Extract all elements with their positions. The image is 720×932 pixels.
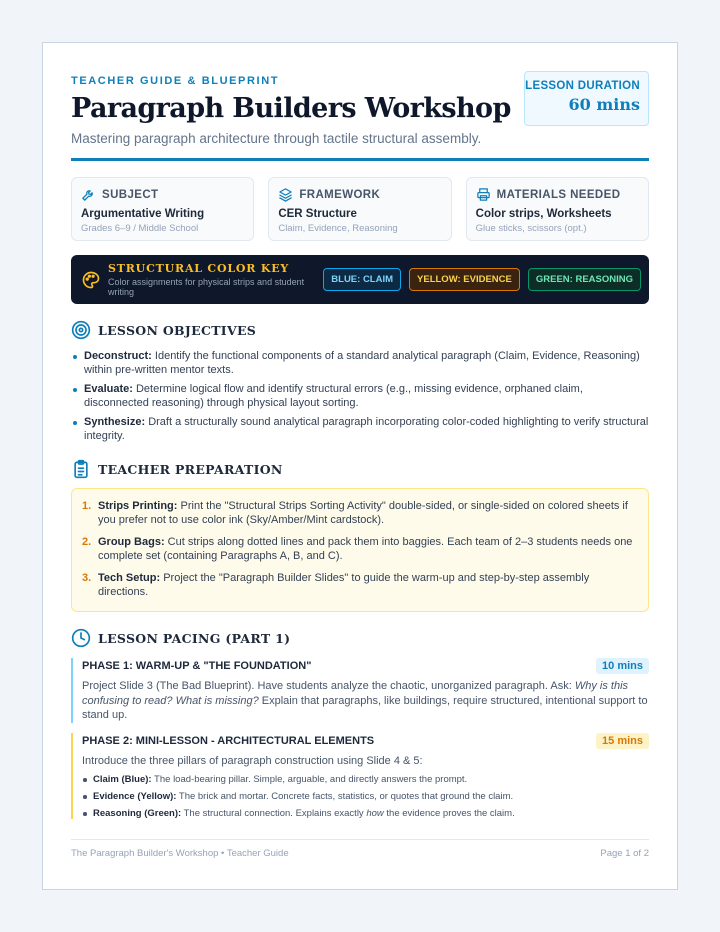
materials-detail: Glue sticks, scissors (opt.)	[475, 223, 587, 234]
wrench-icon	[81, 187, 96, 202]
lesson-duration-box	[524, 71, 649, 126]
subject-card	[71, 177, 254, 241]
target-icon	[71, 320, 91, 340]
phase-1-title: PHASE 1: WARM-UP & "THE FOUNDATION"	[82, 660, 312, 672]
phase-2-title: PHASE 2: MINI-LESSON - ARCHITECTURAL ELEMENTS	[82, 734, 375, 747]
preparation-box	[71, 488, 649, 612]
list-item: Reasoning (Green): The structural connection. Explains exactly how the evidence proves the claim.	[82, 808, 649, 819]
phase-2-time: 15 mins	[596, 733, 649, 749]
phase-1-description: Project Slide 3 (The Bad Blueprint). Have students analyze the chaotic, unorganized paragraph. Ask: Why is this confusing to read? What is missing? Explain that paragraphs, like buildings, require structured, intentional support to stand up.	[82, 680, 648, 721]
evidence-color-pill: YELLOW: EVIDENCE	[409, 268, 520, 291]
preparation-heading	[71, 459, 649, 479]
color-key-subtitle: Color assignments for physical strips and student writing	[108, 277, 305, 297]
structural-color-key	[71, 255, 649, 304]
list-item: 1. Strips Printing: Print the "Structural Strips Sorting Activity" double-sided, or single-sided on colored sheets if you prefer not to use color ink (Sky/Amber/Mint cardstock).	[82, 500, 628, 526]
materials-card	[466, 177, 649, 241]
eyebrow-label: TEACHER GUIDE & BLUEPRINT	[71, 75, 280, 87]
color-key-title: STRUCTURAL COLOR KEY	[108, 262, 290, 275]
objectives-heading-text: LESSON OBJECTIVES	[98, 322, 257, 338]
pacing-heading	[71, 628, 649, 648]
clipboard-icon	[71, 459, 91, 479]
header-divider	[71, 158, 649, 161]
framework-detail: Claim, Evidence, Reasoning	[278, 223, 398, 234]
printer-icon	[476, 187, 491, 202]
phase-2-description: Introduce the three pillars of paragraph construction using Slide 4 & 5:	[82, 754, 423, 767]
phase-2	[71, 733, 649, 820]
framework-value: CER Structure	[278, 208, 357, 220]
phase-1-time: 10 mins	[596, 658, 649, 674]
document-page	[42, 42, 678, 890]
page-footer	[71, 839, 649, 859]
page-subtitle: Mastering paragraph architecture through tactile structural assembly.	[71, 131, 482, 146]
phase-1	[71, 658, 649, 723]
subject-detail: Grades 6–9 / Middle School	[81, 223, 199, 234]
footer-title: The Paragraph Builder's Workshop • Teacher Guide	[71, 848, 289, 859]
duration-value: 60 mins	[568, 95, 640, 114]
info-cards	[71, 177, 649, 241]
objectives-list	[71, 349, 649, 443]
pacing-heading-text: LESSON PACING (PART 1)	[98, 630, 291, 646]
objectives-heading	[71, 320, 649, 340]
list-item: 3. Tech Setup: Project the "Paragraph Builder Slides" to guide the warm-up and step-by-step assembly directions.	[82, 572, 590, 598]
duration-label: LESSON DURATION	[525, 80, 640, 92]
list-item: Evidence (Yellow): The brick and mortar. Concrete facts, statistics, or quotes that ground the claim.	[82, 791, 649, 802]
list-item: Claim (Blue): The load-bearing pillar. Simple, arguable, and directly answers the prompt.	[82, 774, 649, 785]
list-item: Synthesize: Draft a structurally sound analytical paragraph incorporating color-coded highlighting to verify structural integrity.	[71, 415, 649, 443]
clock-icon	[71, 628, 91, 648]
framework-label: FRAMEWORK	[299, 188, 381, 201]
list-item: Evaluate: Determine logical flow and identify structural errors (e.g., missing evidence, orphaned claim, disconnected reasoning) through physical layout sorting.	[71, 382, 649, 410]
page-title: Paragraph Builders Workshop	[71, 93, 511, 124]
list-item: Deconstruct: Identify the functional components of a standard analytical paragraph (Claim, Evidence, Reasoning) within pre-written mentor texts.	[71, 349, 649, 377]
materials-label: MATERIALS NEEDED	[496, 188, 621, 201]
phase-2-list	[82, 774, 649, 819]
layers-icon	[278, 187, 293, 202]
preparation-heading-text: TEACHER PREPARATION	[98, 461, 283, 477]
list-item: 2. Group Bags: Cut strips along dotted lines and pack them into baggies. Each team of 2–3 students needs one complete set (containing Paragraphs A, B, and C).	[82, 536, 633, 562]
palette-icon	[81, 270, 101, 290]
reasoning-color-pill: GREEN: REASONING	[528, 268, 641, 291]
materials-value: Color strips, Worksheets	[475, 208, 612, 220]
framework-card	[268, 177, 451, 241]
page-number: Page 1 of 2	[600, 848, 649, 859]
subject-value: Argumentative Writing	[81, 208, 205, 220]
subject-label: SUBJECT	[102, 188, 159, 201]
claim-color-pill: BLUE: CLAIM	[323, 268, 401, 291]
